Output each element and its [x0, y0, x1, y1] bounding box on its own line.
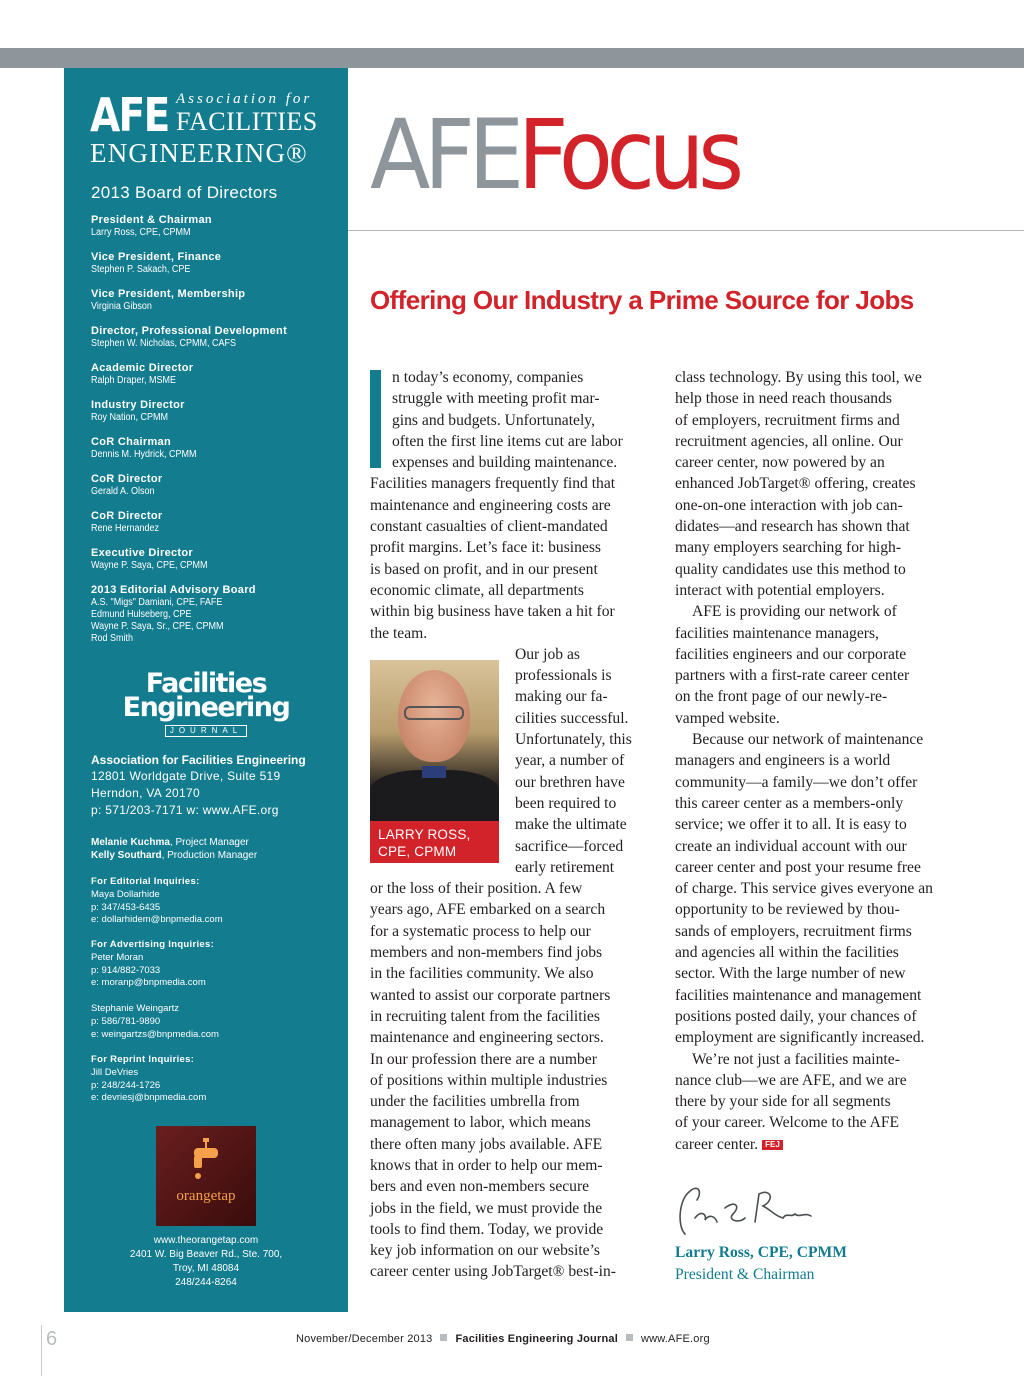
orangetap-line: 2401 W. Big Beaver Rd., Ste. 700, — [129, 1249, 283, 1260]
signature-image — [675, 1178, 825, 1242]
inquiries-line: Stephanie Weingartz — [91, 1003, 180, 1014]
article-line-text: class technology. By using this tool, we — [675, 369, 922, 386]
article-line-text: recruitment agencies, all online. Our — [675, 432, 903, 450]
board-item — [91, 288, 341, 313]
article-line — [370, 367, 660, 388]
inquiries-line: p: 248/244-1726 — [91, 1079, 161, 1091]
inquiries-heading: For Editorial Inquiries: — [91, 876, 200, 887]
signoff-title: President & Chairman — [675, 1266, 815, 1283]
board-item — [91, 510, 341, 535]
article-line — [675, 1006, 965, 1027]
inquiries-line: Maya Dollarhide — [91, 888, 160, 900]
article-line-text: the team. — [370, 624, 428, 642]
article-line — [370, 452, 660, 473]
article-line-text: enhanced JobTarget® offering, creates — [675, 475, 916, 493]
article-line — [675, 665, 965, 686]
footer-separator — [440, 1334, 447, 1341]
article-line — [675, 644, 965, 665]
article-line-text: AFE is providing our network of — [692, 603, 897, 621]
article-line-text: expenses and building maintenance. — [392, 454, 618, 472]
board-role: CoR Director — [91, 510, 163, 522]
article-line-text: early retirement — [515, 858, 615, 876]
article-line — [370, 516, 660, 537]
board-member: Virginia Gibson — [91, 301, 152, 312]
article-line — [675, 1070, 965, 1091]
article-line — [370, 1176, 660, 1197]
article-line — [370, 1261, 660, 1282]
staff-item — [91, 849, 341, 862]
article-line-text: management to labor, which means — [370, 1114, 591, 1132]
board-member: Roy Nation, CPMM — [91, 412, 169, 423]
inquiries-line: p: 586/781-9890 — [91, 1015, 161, 1027]
staff-item — [91, 836, 341, 849]
board-role: Vice President, Finance — [91, 251, 222, 263]
article-line-text: within big business have taken a hit for — [370, 603, 615, 621]
article-line-text: create an individual account with our — [675, 837, 907, 855]
article-line-text: community—a family—we don’t offer — [675, 773, 918, 791]
article-line-text: gins and budgets. Unfortunately, — [392, 411, 595, 429]
article-line — [675, 537, 965, 558]
article-line — [675, 580, 965, 601]
inquiries-line: e: dollarhidem@bnpmedia.com — [91, 914, 223, 926]
board-heading: 2013 Board of Directors — [91, 183, 278, 202]
article-line — [370, 899, 660, 920]
board-item — [91, 473, 341, 498]
board-member: Edmund Hulseberg, CPE — [91, 609, 192, 620]
article-line-text: there by your side for all segments — [675, 1093, 891, 1111]
article-line-text: opportunity to be reviewed by thou- — [675, 901, 900, 919]
article-line-text: facilities maintenance and management — [675, 986, 922, 1004]
article-line-text: making our fa- — [515, 688, 608, 706]
board-role: 2013 Editorial Advisory Board — [91, 584, 256, 596]
signoff-name: Larry Ross, CPE, CPMM — [675, 1244, 847, 1261]
article-line-text: Facilities managers frequently find that — [370, 475, 616, 493]
board-item — [91, 325, 341, 350]
article-line — [370, 1049, 660, 1070]
article-line-text: on the front page of our newly-re- — [675, 688, 888, 706]
fej-logo-line2: Engineering — [122, 692, 290, 723]
board-role: CoR Chairman — [91, 436, 171, 448]
board-member: Larry Ross, CPE, CPMM — [91, 227, 191, 238]
footer-url: www.AFE.org — [640, 1333, 710, 1345]
board-member: Dennis M. Hydrick, CPMM — [91, 449, 197, 460]
advertising-inquiries-2 — [91, 1003, 341, 1041]
article-line — [675, 473, 965, 494]
board-role: CoR Director — [91, 473, 163, 485]
article-line-text: year, a number of — [515, 752, 625, 770]
article-line-text: facilities engineers and our corporate — [675, 645, 907, 663]
article-line-text: key job information on our website’s — [370, 1242, 600, 1260]
article-line — [675, 559, 965, 580]
article-line — [370, 1240, 660, 1261]
board-member: Rene Hernandez — [91, 523, 160, 534]
article-line — [675, 1049, 965, 1070]
article-line — [675, 1112, 965, 1133]
article-line-text: sands of employers, recruitment firms — [675, 922, 912, 940]
article-line — [675, 1091, 965, 1112]
article-line — [370, 559, 660, 580]
footer-separator — [626, 1334, 633, 1341]
afe-logo-facilities: FACILITIES — [176, 107, 318, 136]
board-role: Industry Director — [91, 399, 185, 411]
article-line — [675, 985, 965, 1006]
board-member: Wayne P. Saya, CPE, CPMM — [91, 560, 208, 571]
article-line-text: one-on-one interaction with job can- — [675, 496, 903, 514]
article-line — [370, 1006, 660, 1027]
board-item — [91, 584, 341, 645]
article-line — [675, 878, 965, 899]
article-line-text: Our job as — [515, 645, 580, 663]
board-item — [91, 251, 341, 276]
article-line-text: vamped website. — [675, 709, 780, 727]
contact-org: Association for Facilities Engineering — [91, 753, 306, 767]
orangetap-contact — [64, 1234, 348, 1290]
inquiries-line: p: 914/882-7033 — [91, 964, 161, 976]
article-line-text: tools to find them. Today, we provide — [370, 1220, 604, 1238]
article-line — [370, 963, 660, 984]
article-line — [370, 1198, 660, 1219]
article-line — [370, 1155, 660, 1176]
board-item — [91, 214, 341, 239]
article-line — [675, 963, 965, 984]
staff-role: , Production Manager — [161, 850, 258, 861]
masthead-afe: AFE — [370, 99, 518, 211]
contact-address2: Herndon, VA 20170 — [91, 786, 200, 800]
board-member: Gerald A. Olson — [91, 486, 155, 497]
article-line — [675, 431, 965, 452]
orangetap-line: Troy, MI 48084 — [172, 1263, 240, 1274]
board-member: A.S. "Migs" Damiani, CPE, FAFE — [91, 597, 223, 608]
article-line — [370, 580, 660, 601]
article-line-text: career center, now powered by an — [675, 454, 885, 472]
article-line-text: service; we offer it to all. It is easy to — [675, 816, 907, 834]
orangetap-line: www.theorangetap.com — [153, 1235, 259, 1246]
article-line-text: facilities maintenance managers, — [675, 624, 879, 642]
article-headline: Offering Our Industry a Prime Source for Jobs — [370, 285, 914, 315]
board-member: Rod Smith — [91, 633, 134, 644]
inquiries-line: e: weingartzs@bnpmedia.com — [91, 1028, 219, 1040]
article-line-text: economic climate, all departments — [370, 581, 584, 599]
article-line — [370, 431, 660, 452]
article-line-text: members and non-members find jobs — [370, 944, 603, 962]
inquiries-line: e: devriesj@bnpmedia.com — [91, 1092, 207, 1104]
article-line — [370, 985, 660, 1006]
sidebar — [64, 68, 348, 1312]
article-line — [370, 388, 660, 409]
article-line — [675, 814, 965, 835]
article-line — [675, 1134, 965, 1155]
article-line-text: in the facilities community. We also — [370, 965, 594, 983]
editorial-inquiries — [91, 876, 341, 927]
board-role: Director, Professional Development — [91, 325, 288, 337]
article-line-text: years ago, AFE embarked on a search — [370, 901, 606, 919]
article-line — [370, 410, 660, 431]
board-role: Academic Director — [91, 362, 194, 374]
orangetap-label: orangetap — [176, 1188, 236, 1204]
fej-logo-line1: Facilities — [145, 668, 267, 699]
article-line-text: of your career. Welcome to the AFE — [675, 1114, 900, 1132]
board-member: Ralph Draper, MSME — [91, 375, 177, 386]
article-line — [370, 473, 660, 494]
article-line-text: maintenance and engineering costs are — [370, 496, 611, 514]
article-line — [675, 686, 965, 707]
article-line — [370, 942, 660, 963]
advertising-inquiries — [91, 939, 341, 990]
article-line-text: maintenance and engineering sectors. — [370, 1029, 604, 1047]
article-line — [675, 772, 965, 793]
article-line-text: Unfortunately, this — [515, 731, 632, 749]
article-line — [370, 921, 660, 942]
article-line-text: help those in need reach thousands — [675, 390, 892, 408]
article-line-text: n today’s economy, companies — [392, 369, 584, 386]
staff-name: Kelly Southard — [91, 850, 162, 861]
article-line — [675, 367, 965, 388]
article-line — [370, 601, 660, 622]
inquiries-line: p: 347/453-6435 — [91, 901, 161, 913]
article-line — [370, 495, 660, 516]
article-line — [675, 793, 965, 814]
article-line-text: In our profession there are a number — [370, 1050, 597, 1068]
board-item — [91, 547, 341, 572]
author-photo — [370, 660, 499, 821]
board-role: President & Chairman — [91, 214, 212, 226]
board-member: Stephen P. Sakach, CPE — [91, 264, 191, 275]
orangetap-line: 248/244-8264 — [175, 1277, 237, 1288]
article-line — [675, 942, 965, 963]
photo-caption-line: CPE, CPMM — [378, 844, 457, 859]
article-line-text: often the first line items cut are labor — [392, 432, 623, 450]
article-line — [675, 623, 965, 644]
article-line — [675, 836, 965, 857]
article-line-text: our brethren have — [515, 773, 625, 791]
article-line-text: cilities successful. — [515, 709, 629, 727]
article-line — [675, 708, 965, 729]
article-line — [675, 899, 965, 920]
article-line — [675, 410, 965, 431]
afe-logo-assoc: Association for — [176, 91, 313, 107]
article-line-text: bers and even non-members secure — [370, 1178, 590, 1196]
footer — [296, 1332, 710, 1346]
article-line-text: career center using JobTarget® best-in- — [370, 1263, 617, 1281]
afe-contact — [91, 752, 341, 819]
article-line-text: quality candidates use this method to — [675, 560, 906, 578]
article-line — [370, 623, 660, 644]
article-line-text: professionals is — [515, 667, 612, 685]
article-line-text: of positions within multiple industries — [370, 1071, 608, 1089]
masthead-rule — [348, 230, 1024, 231]
board-list — [91, 214, 341, 657]
photo-caption — [370, 821, 499, 863]
page-number: 6 — [46, 1328, 58, 1350]
article-line — [370, 1112, 660, 1133]
article-line-text: or the loss of their position. A few — [370, 880, 583, 898]
article-line — [675, 729, 965, 750]
article-line-text: and agencies all within the facilities — [675, 944, 899, 962]
article-line-text: struggle with meeting profit mar- — [392, 390, 600, 408]
article-line-text: employment are significantly increased. — [675, 1029, 925, 1047]
fej-logo-journal: JOURNAL — [165, 725, 247, 737]
article-line — [675, 750, 965, 771]
article-line-text: in recruiting talent from the facilities — [370, 1007, 600, 1025]
article-line-text: Because our network of maintenance — [692, 731, 924, 749]
reprint-inquiries — [91, 1054, 341, 1105]
inquiries-line: Jill DeVries — [91, 1066, 139, 1078]
article-line — [675, 921, 965, 942]
article-line — [675, 452, 965, 473]
board-member: Stephen W. Nicholas, CPMM, CAFS — [91, 338, 237, 349]
afe-logo — [90, 90, 330, 168]
article-line-text: is based on profit, and in our present — [370, 560, 598, 578]
article-line-text: this career center as a members-only — [675, 794, 904, 812]
afe-logo-engineering: ENGINEERING® — [90, 138, 308, 168]
article-line — [675, 857, 965, 878]
article-line-text: there often many jobs available. AFE — [370, 1135, 603, 1153]
footer-date: November/December 2013 — [296, 1333, 433, 1345]
article-line — [675, 516, 965, 537]
article-line — [370, 537, 660, 558]
page-number-rule — [41, 1325, 42, 1376]
article-line-text: wanted to assist our corporate partners — [370, 986, 611, 1004]
article-line-text: positions posted daily, your chances of — [675, 1007, 917, 1025]
article-line-text: managers and engineers is a world — [675, 752, 891, 770]
footer-journal: Facilities Engineering Journal — [455, 1333, 618, 1345]
staff-list — [91, 836, 341, 862]
fej-logo — [116, 668, 296, 736]
article-line-text: knows that in order to help our mem- — [370, 1156, 603, 1174]
photo-caption-line: LARRY ROSS, — [378, 827, 471, 842]
article-line-text: interact with potential employers. — [675, 581, 885, 599]
contact-phone-web: p: 571/203-7171 w: www.AFE.org — [91, 803, 279, 817]
article-line-text: for a systematic process to help our — [370, 922, 591, 940]
article-line-text: didates—and research has shown that — [675, 518, 910, 536]
orangetap-logo — [156, 1126, 256, 1226]
article-line-text: constant casualties of client-mandated — [370, 518, 608, 536]
article-column-2 — [675, 367, 965, 1155]
article-line-text: jobs in the field, we must provide the — [370, 1199, 603, 1217]
article-line-text: career center and post your resume free — [675, 858, 921, 876]
article-line-text: been required to — [515, 794, 617, 812]
board-item — [91, 436, 341, 461]
article-line-text: We’re not just a facilities mainte- — [692, 1050, 900, 1068]
article-line — [370, 878, 660, 899]
article-line-text: under the facilities umbrella from — [370, 1093, 580, 1111]
article-line-text: of employers, recruitment firms and — [675, 411, 900, 429]
inquiries-line: Peter Moran — [91, 951, 144, 963]
inquiries-heading: For Reprint Inquiries: — [91, 1054, 195, 1065]
article-line — [675, 388, 965, 409]
board-member: Wayne P. Saya, Sr., CPE, CPMM — [91, 621, 224, 632]
article-line — [370, 1091, 660, 1112]
afe-logo-mark: AFE — [90, 88, 169, 142]
inquiries-line: e: moranp@bnpmedia.com — [91, 977, 206, 989]
article-line-text: make the ultimate — [515, 816, 627, 834]
board-item — [91, 362, 341, 387]
article-line — [370, 1134, 660, 1155]
top-gray-bar — [0, 48, 1024, 68]
article-line-text: sector. With the large number of new — [675, 965, 906, 983]
faucet-icon — [190, 1138, 222, 1182]
photo-bowtie — [422, 766, 446, 778]
article-line-text: sacrifice—forced — [515, 837, 624, 855]
board-role: Vice President, Membership — [91, 288, 246, 300]
article-line — [675, 601, 965, 622]
article-line — [370, 1070, 660, 1091]
contact-address1: 12801 Worldgate Drive, Suite 519 — [91, 769, 281, 783]
inquiries-heading: For Advertising Inquiries: — [91, 939, 215, 950]
article-line-text: career center. — [675, 1135, 759, 1153]
masthead-focus: Focus — [517, 99, 738, 211]
article-line — [370, 1219, 660, 1240]
article-line — [675, 495, 965, 516]
article-line-text: of charge. This service gives everyone an — [675, 880, 933, 898]
article-line-text: partners with a first-rate career center — [675, 667, 910, 685]
masthead — [370, 100, 738, 210]
article-line-text: profit margins. Let’s face it: business — [370, 539, 601, 557]
staff-role: , Project Manager — [169, 837, 249, 848]
article-line-text: nance club—we are AFE, and we are — [675, 1071, 907, 1089]
article-line-text: many employers searching for high- — [675, 539, 902, 557]
photo-glasses — [404, 706, 464, 720]
board-item — [91, 399, 341, 424]
board-role: Executive Director — [91, 547, 193, 559]
staff-name: Melanie Kuchma — [91, 837, 170, 848]
article-line — [370, 1027, 660, 1048]
fej-end-mark: FEJ — [762, 1140, 783, 1150]
article-line — [675, 1027, 965, 1048]
